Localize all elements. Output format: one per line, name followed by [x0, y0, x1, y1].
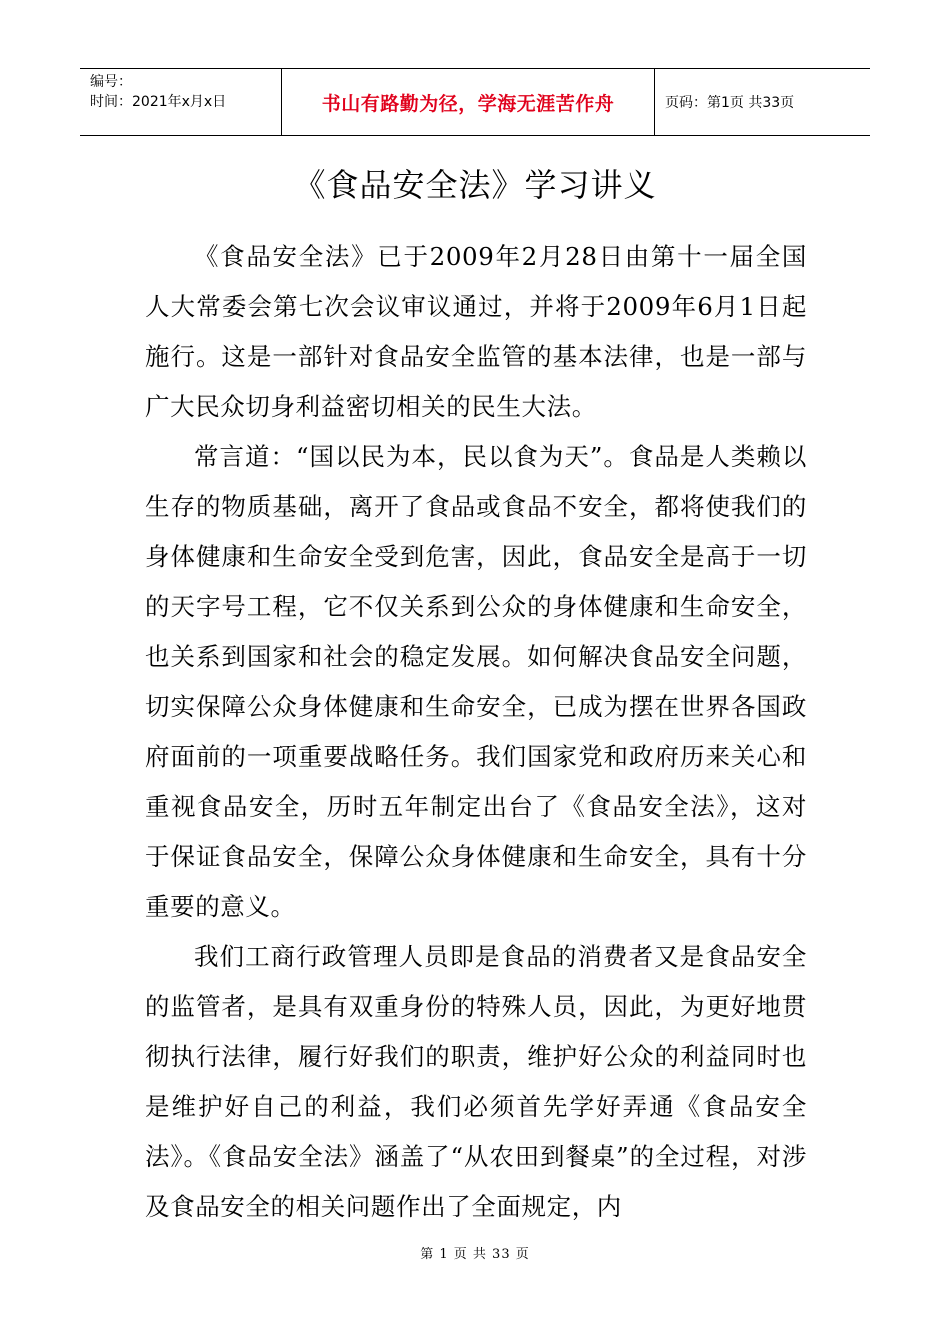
paragraph: 我们工商行政管理人员即是食品的消费者又是食品安全的监管者，是具有双重身份的特殊人员，因此，为更好地贯彻执行法律，履行好我们的职责，维护好公众的利益同时也是维护好自己的利益，我们必须首先学好弄通《食品安全法》。《食品安全法》涵盖了“从农田到餐桌”的全过程，对涉及食品安全的相关问题作出了全面规定，内: [145, 942, 807, 1221]
page-code: 页码：第1页 共33页: [665, 95, 795, 111]
paragraph: 《食品安全法》已于2009年2月28日由第十一届全国人大常委会第七次会议审议通过，并将于2009年6月1日起施行。这是一部针对食品安全监管的基本法律，也是一部与广大民众切身利益密切相关的民生大法。: [145, 242, 807, 421]
header-motto-cell: [282, 69, 655, 135]
time-label: 时间：2021年x月x日: [90, 94, 227, 110]
header-meta-cell: [80, 69, 282, 135]
page-footer: 第 1 页 共 33 页: [420, 1247, 530, 1262]
document-title: 《食品安全法》学习讲义: [293, 166, 657, 204]
document-body: [145, 232, 807, 1232]
number-label: 编号：: [90, 74, 132, 90]
paragraph: 常言道：“国以民为本，民以食为天”。食品是人类赖以生存的物质基础，离开了食品或食品不安全，都将使我们的身体健康和生命安全受到危害，因此，食品安全是高于一切的天字号工程，它不仅关系到公众的身体健康和生命安全，也关系到国家和社会的稳定发展。如何解决食品安全问题，切实保障公众身体健康和生命安全，已成为摆在世界各国政府面前的一项重要战略任务。我们国家党和政府历来关心和重视食品安全，历时五年制定出台了《食品安全法》，这对于保证食品安全，保障公众身体健康和生命安全，具有十分重要的意义。: [145, 442, 807, 921]
header-page-cell: [655, 69, 870, 135]
document-header: [80, 68, 870, 136]
motto-text: 书山有路勤为径，学海无涯苦作舟: [321, 92, 615, 115]
